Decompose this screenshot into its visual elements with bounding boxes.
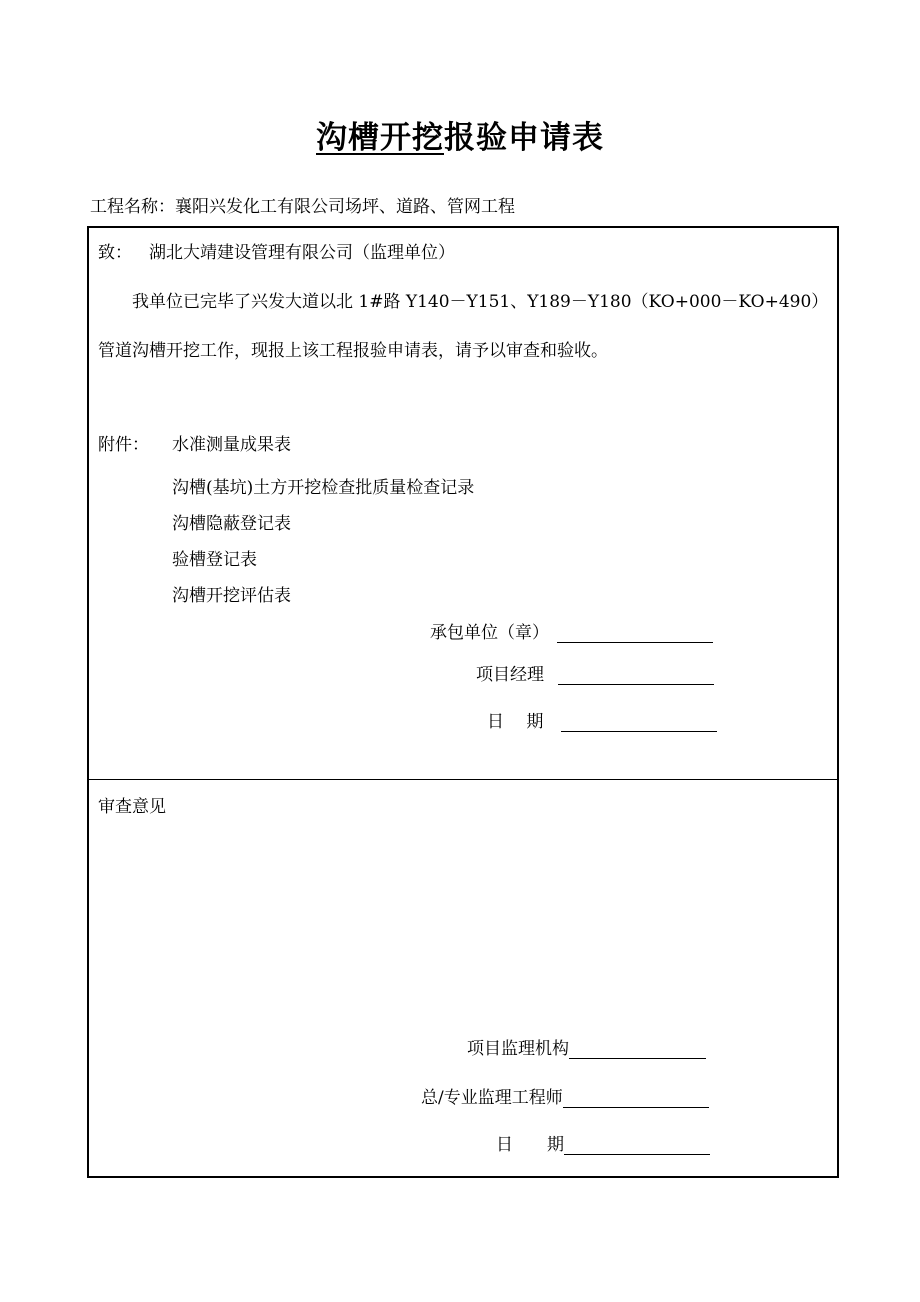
attachment-item: 水准测量成果表	[172, 435, 291, 455]
project-manager-row	[476, 665, 714, 685]
project-name-row	[90, 192, 515, 217]
form-table	[87, 226, 839, 1178]
engineer-label: 总/专业监理工程师	[421, 1088, 563, 1108]
attachment-item: 沟槽(基坑)土方开挖检查批质量检查记录	[172, 478, 475, 498]
supervision-org-row	[467, 1039, 706, 1059]
contractor-date-line	[561, 713, 717, 732]
contractor-date-row	[487, 712, 717, 732]
review-date-row	[496, 1135, 710, 1155]
review-date-label: 日 期	[496, 1135, 564, 1155]
supervision-org-label: 项目监理机构	[467, 1039, 569, 1059]
form-title	[0, 112, 920, 157]
review-label: 审查意见	[98, 797, 166, 817]
to-recipient: 湖北大靖建设管理有限公司（监理单位）	[149, 243, 455, 263]
contractor-unit-line	[557, 624, 713, 643]
contractor-unit-row	[430, 623, 713, 643]
attachment-item: 验槽登记表	[172, 550, 257, 570]
engineer-line	[563, 1089, 709, 1108]
attachment-item: 沟槽开挖评估表	[172, 586, 291, 606]
review-date-line	[564, 1136, 710, 1155]
title-underlined: 沟槽开挖	[316, 120, 444, 156]
attachment-item: 沟槽隐蔽登记表	[172, 514, 291, 534]
to-row	[98, 243, 455, 263]
project-label: 工程名称：	[90, 197, 175, 217]
body-line-1: 我单位已完毕了兴发大道以北 1#路 Y140－Y151、Y189－Y180（KO+000－KO+490）	[132, 292, 829, 312]
attachments-label: 附件：	[98, 435, 149, 455]
project-value: 襄阳兴发化工有限公司场坪、道路、管网工程	[175, 197, 515, 217]
contractor-unit-label: 承包单位（章）	[430, 623, 549, 643]
section-divider	[89, 779, 837, 780]
to-label: 致：	[98, 243, 132, 263]
body-line-2: 管道沟槽开挖工作，现报上该工程报验申请表，请予以审查和验收。	[98, 341, 608, 361]
supervision-org-line	[569, 1040, 706, 1059]
contractor-date-label: 日 期	[487, 712, 544, 732]
title-rest: 报验申请表	[444, 120, 604, 156]
project-manager-label: 项目经理	[476, 665, 544, 685]
project-manager-line	[558, 666, 714, 685]
engineer-row	[421, 1088, 709, 1108]
